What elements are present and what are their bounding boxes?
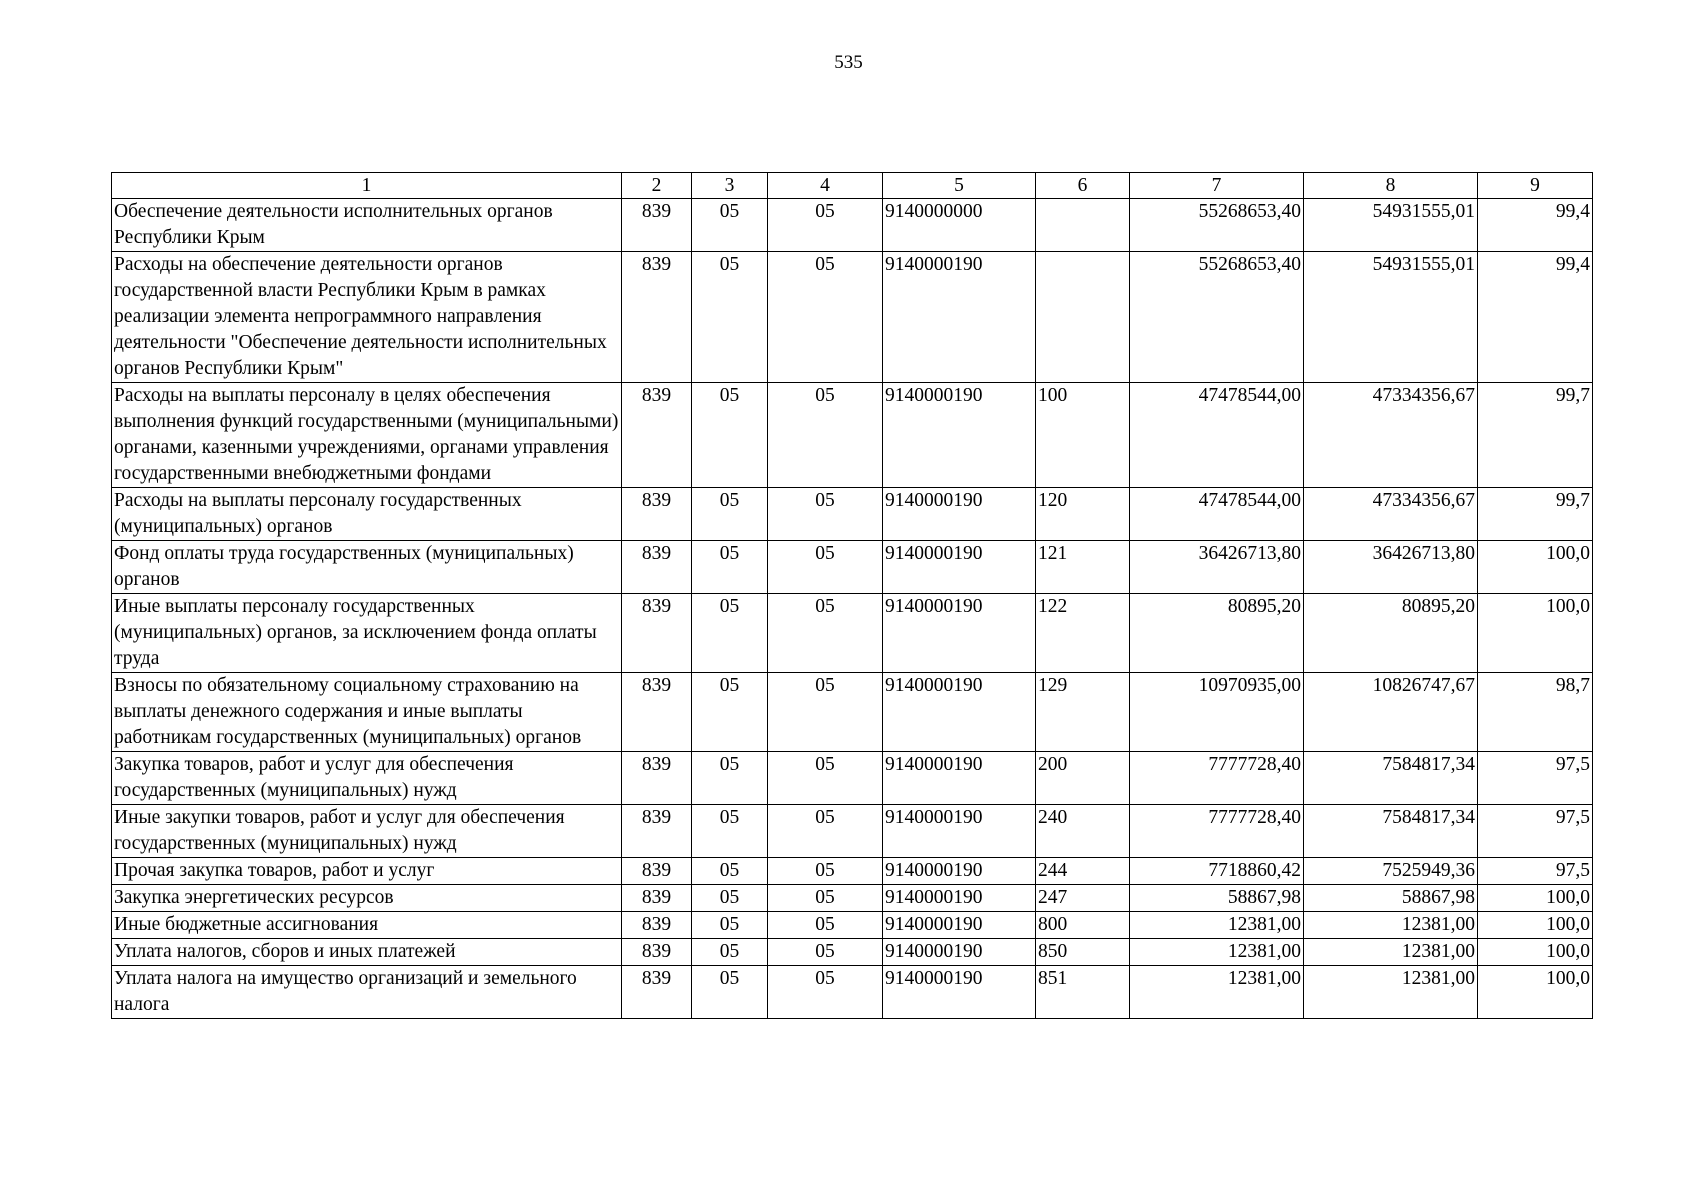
section-code-cell: 05 [692,199,768,252]
ministry-code-cell: 839 [622,885,692,912]
approved-amount-cell: 12381,00 [1130,912,1304,939]
executed-amount-cell: 12381,00 [1304,939,1478,966]
target-article-cell: 9140000190 [883,594,1036,673]
approved-amount-cell: 47478544,00 [1130,383,1304,488]
subsection-code-cell: 05 [768,885,883,912]
execution-percent-cell: 97,5 [1478,805,1593,858]
subsection-code-cell: 05 [768,383,883,488]
budget-table [111,172,1593,1019]
table-body [112,199,1593,1019]
approved-amount-cell: 36426713,80 [1130,541,1304,594]
ministry-code-cell: 839 [622,383,692,488]
subsection-code-cell: 05 [768,939,883,966]
row-name-cell: Взносы по обязательному социальному страхованию на выплаты денежного содержания и иные выплаты работникам государственных (муниципальных) органов [112,673,622,752]
row-name-cell: Расходы на выплаты персоналу в целях обеспечения выполнения функций государственными (муниципальными) органами, казенными учреждениями, органами управления государственными внебюджетными фондами [112,383,622,488]
section-code-cell: 05 [692,858,768,885]
row-name-cell: Фонд оплаты труда государственных (муниципальных) органов [112,541,622,594]
executed-amount-cell: 54931555,01 [1304,199,1478,252]
ministry-code-cell: 839 [622,252,692,383]
target-article-cell: 9140000190 [883,858,1036,885]
ministry-code-cell: 839 [622,541,692,594]
expense-type-cell: 850 [1036,939,1130,966]
row-name-cell: Уплата налогов, сборов и иных платежей [112,939,622,966]
execution-percent-cell: 100,0 [1478,939,1593,966]
ministry-code-cell: 839 [622,805,692,858]
approved-amount-cell: 58867,98 [1130,885,1304,912]
section-code-cell: 05 [692,805,768,858]
row-name-cell: Закупка товаров, работ и услуг для обеспечения государственных (муниципальных) нужд [112,752,622,805]
table-row [112,673,1593,752]
expense-type-cell: 100 [1036,383,1130,488]
column-header: 7 [1130,173,1304,199]
approved-amount-cell: 55268653,40 [1130,199,1304,252]
section-code-cell: 05 [692,673,768,752]
execution-percent-cell: 99,4 [1478,252,1593,383]
page-number: 535 [834,52,863,73]
table-row [112,805,1593,858]
column-header: 8 [1304,173,1478,199]
row-name-cell: Иные закупки товаров, работ и услуг для обеспечения государственных (муниципальных) нужд [112,805,622,858]
execution-percent-cell: 97,5 [1478,858,1593,885]
expense-type-cell: 247 [1036,885,1130,912]
executed-amount-cell: 47334356,67 [1304,383,1478,488]
approved-amount-cell: 80895,20 [1130,594,1304,673]
table-row [112,252,1593,383]
table-row [112,966,1593,1019]
table-row [112,885,1593,912]
approved-amount-cell: 12381,00 [1130,966,1304,1019]
table-header [112,173,1593,199]
row-name-cell: Иные бюджетные ассигнования [112,912,622,939]
approved-amount-cell: 12381,00 [1130,939,1304,966]
section-code-cell: 05 [692,594,768,673]
expense-type-cell: 121 [1036,541,1130,594]
executed-amount-cell: 12381,00 [1304,912,1478,939]
section-code-cell: 05 [692,966,768,1019]
expense-type-cell [1036,199,1130,252]
ministry-code-cell: 839 [622,199,692,252]
section-code-cell: 05 [692,541,768,594]
expense-type-cell: 122 [1036,594,1130,673]
executed-amount-cell: 58867,98 [1304,885,1478,912]
execution-percent-cell: 98,7 [1478,673,1593,752]
expense-type-cell [1036,252,1130,383]
target-article-cell: 9140000190 [883,966,1036,1019]
subsection-code-cell: 05 [768,488,883,541]
table-row [112,594,1593,673]
executed-amount-cell: 12381,00 [1304,966,1478,1019]
subsection-code-cell: 05 [768,673,883,752]
execution-percent-cell: 100,0 [1478,966,1593,1019]
ministry-code-cell: 839 [622,912,692,939]
execution-percent-cell: 99,7 [1478,488,1593,541]
executed-amount-cell: 80895,20 [1304,594,1478,673]
approved-amount-cell: 55268653,40 [1130,252,1304,383]
executed-amount-cell: 7584817,34 [1304,805,1478,858]
executed-amount-cell: 36426713,80 [1304,541,1478,594]
column-header: 2 [622,173,692,199]
row-name-cell: Уплата налога на имущество организаций и земельного налога [112,966,622,1019]
subsection-code-cell: 05 [768,912,883,939]
expense-type-cell: 129 [1036,673,1130,752]
row-name-cell: Расходы на обеспечение деятельности органов государственной власти Республики Крым в рамках реализации элемента непрограммного направления деятельности "Обеспечение деятельности исполнительных органов Республики Крым" [112,252,622,383]
target-article-cell: 9140000190 [883,673,1036,752]
expense-type-cell: 120 [1036,488,1130,541]
section-code-cell: 05 [692,939,768,966]
target-article-cell: 9140000190 [883,383,1036,488]
table-row [112,939,1593,966]
approved-amount-cell: 47478544,00 [1130,488,1304,541]
column-header: 6 [1036,173,1130,199]
row-name-cell: Обеспечение деятельности исполнительных органов Республики Крым [112,199,622,252]
subsection-code-cell: 05 [768,805,883,858]
section-code-cell: 05 [692,383,768,488]
table-row [112,752,1593,805]
expense-type-cell: 200 [1036,752,1130,805]
executed-amount-cell: 7584817,34 [1304,752,1478,805]
ministry-code-cell: 839 [622,858,692,885]
executed-amount-cell: 10826747,67 [1304,673,1478,752]
ministry-code-cell: 839 [622,752,692,805]
column-header: 9 [1478,173,1593,199]
subsection-code-cell: 05 [768,541,883,594]
executed-amount-cell: 54931555,01 [1304,252,1478,383]
ministry-code-cell: 839 [622,939,692,966]
ministry-code-cell: 839 [622,488,692,541]
expense-type-cell: 240 [1036,805,1130,858]
execution-percent-cell: 100,0 [1478,541,1593,594]
table-row [112,912,1593,939]
target-article-cell: 9140000190 [883,252,1036,383]
expense-type-cell: 851 [1036,966,1130,1019]
target-article-cell: 9140000190 [883,912,1036,939]
target-article-cell: 9140000190 [883,488,1036,541]
column-header: 4 [768,173,883,199]
subsection-code-cell: 05 [768,752,883,805]
approved-amount-cell: 7718860,42 [1130,858,1304,885]
row-name-cell: Расходы на выплаты персоналу государственных (муниципальных) органов [112,488,622,541]
subsection-code-cell: 05 [768,966,883,1019]
section-code-cell: 05 [692,912,768,939]
table-row [112,383,1593,488]
section-code-cell: 05 [692,488,768,541]
ministry-code-cell: 839 [622,673,692,752]
execution-percent-cell: 100,0 [1478,594,1593,673]
execution-percent-cell: 97,5 [1478,752,1593,805]
header-row [112,173,1593,199]
table-row [112,858,1593,885]
row-name-cell: Иные выплаты персоналу государственных (муниципальных) органов, за исключением фонда оплаты труда [112,594,622,673]
column-header: 5 [883,173,1036,199]
subsection-code-cell: 05 [768,858,883,885]
ministry-code-cell: 839 [622,966,692,1019]
section-code-cell: 05 [692,752,768,805]
execution-percent-cell: 99,7 [1478,383,1593,488]
column-header: 3 [692,173,768,199]
expense-type-cell: 800 [1036,912,1130,939]
expense-type-cell: 244 [1036,858,1130,885]
target-article-cell: 9140000000 [883,199,1036,252]
ministry-code-cell: 839 [622,594,692,673]
approved-amount-cell: 10970935,00 [1130,673,1304,752]
executed-amount-cell: 7525949,36 [1304,858,1478,885]
target-article-cell: 9140000190 [883,885,1036,912]
table-row [112,488,1593,541]
row-name-cell: Закупка энергетических ресурсов [112,885,622,912]
subsection-code-cell: 05 [768,199,883,252]
subsection-code-cell: 05 [768,594,883,673]
execution-percent-cell: 99,4 [1478,199,1593,252]
row-name-cell: Прочая закупка товаров, работ и услуг [112,858,622,885]
target-article-cell: 9140000190 [883,541,1036,594]
target-article-cell: 9140000190 [883,752,1036,805]
executed-amount-cell: 47334356,67 [1304,488,1478,541]
table-row [112,541,1593,594]
target-article-cell: 9140000190 [883,805,1036,858]
target-article-cell: 9140000190 [883,939,1036,966]
column-header: 1 [112,173,622,199]
execution-percent-cell: 100,0 [1478,885,1593,912]
approved-amount-cell: 7777728,40 [1130,805,1304,858]
approved-amount-cell: 7777728,40 [1130,752,1304,805]
section-code-cell: 05 [692,885,768,912]
execution-percent-cell: 100,0 [1478,912,1593,939]
section-code-cell: 05 [692,252,768,383]
table-row [112,199,1593,252]
subsection-code-cell: 05 [768,252,883,383]
